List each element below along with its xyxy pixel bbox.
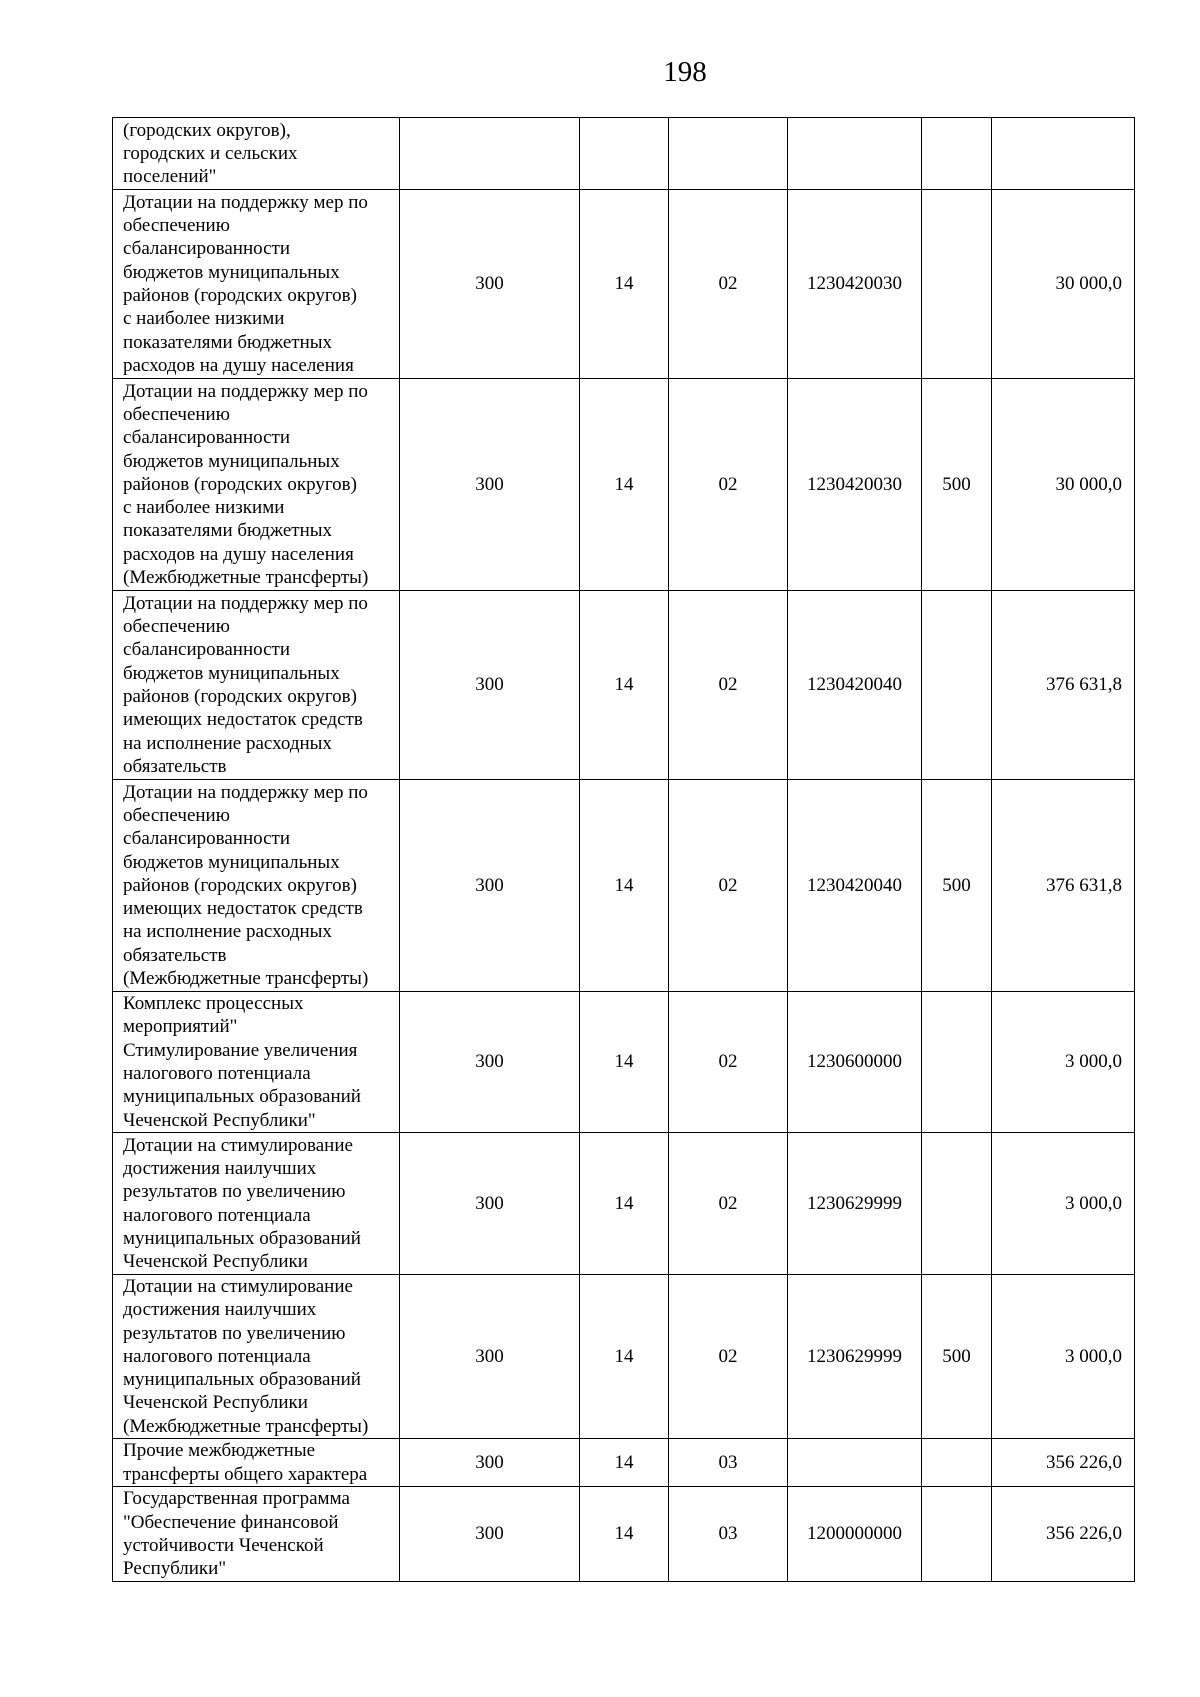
target-article-code: 1230600000 (788, 992, 922, 1133)
row-name-cell (113, 190, 400, 379)
ministry-code: 300 (400, 992, 580, 1133)
expense-type-code (922, 1439, 992, 1487)
row-name: Прочие межбюджетные трансферты общего характера (123, 1440, 368, 1485)
row-name: Дотации на поддержку мер по обеспечению сбалансированности бюджетов муниципальных районов (городских округов) имеющих недостаток средств на исполнение расходных обязательств (Межбюджетные трансферты) (123, 781, 369, 990)
target-article-code: 1230629999 (788, 1133, 922, 1275)
subsection-code: 03 (669, 1439, 788, 1487)
subsection-code: 02 (669, 379, 788, 591)
section-code: 14 (580, 1275, 669, 1439)
subsection-code: 02 (669, 992, 788, 1133)
row-name: Дотации на поддержку мер по обеспечению сбалансированности бюджетов муниципальных районов (городских округов) с наиболее низкими показателями бюджетных расходов на душу населения (Межбюджетные трансферты) (123, 380, 369, 589)
ministry-code: 300 (400, 379, 580, 591)
section-code: 14 (580, 1487, 669, 1582)
subsection-code: 02 (669, 780, 788, 992)
row-name-cell (113, 591, 400, 780)
table-row (113, 1275, 1135, 1439)
section-code: 14 (580, 1439, 669, 1487)
target-article-code: 1200000000 (788, 1487, 922, 1582)
table-row (113, 591, 1135, 780)
table-row (113, 992, 1135, 1133)
row-name: Дотации на поддержку мер по обеспечению сбалансированности бюджетов муниципальных районов (городских округов) имеющих недостаток средств на исполнение расходных обязательств (123, 592, 368, 777)
subsection-code: 02 (669, 1275, 788, 1439)
target-article-code (788, 1439, 922, 1487)
amount: 376 631,8 (992, 780, 1135, 992)
row-name: Комплекс процессных мероприятий" Стимулирование увеличения налогового потенциала муниципальных образований Чеченской Республики" (123, 993, 361, 1131)
row-name-cell (113, 379, 400, 591)
target-article-code (788, 118, 922, 190)
amount: 30 000,0 (992, 379, 1135, 591)
amount: 3 000,0 (992, 1275, 1135, 1439)
ministry-code: 300 (400, 1487, 580, 1582)
expense-type-code: 500 (922, 780, 992, 992)
row-name-cell (113, 992, 400, 1133)
amount (992, 118, 1135, 190)
section-code: 14 (580, 591, 669, 780)
table-row (113, 1487, 1135, 1582)
section-code: 14 (580, 1133, 669, 1275)
amount: 3 000,0 (992, 992, 1135, 1133)
row-name-cell (113, 780, 400, 992)
subsection-code: 02 (669, 591, 788, 780)
amount: 356 226,0 (992, 1439, 1135, 1487)
row-name-cell (113, 1439, 400, 1487)
table-row (113, 190, 1135, 379)
expense-type-code (922, 1133, 992, 1275)
target-article-code: 1230420030 (788, 379, 922, 591)
subsection-code (669, 118, 788, 190)
expense-type-code (922, 118, 992, 190)
ministry-code: 300 (400, 1439, 580, 1487)
ministry-code: 300 (400, 1133, 580, 1275)
row-name: Дотации на стимулирование достижения наилучших результатов по увеличению налогового потенциала муниципальных образований Чеченской Республики (Межбюджетные трансферты) (123, 1276, 369, 1437)
page-number: 198 (663, 56, 707, 88)
section-code (580, 118, 669, 190)
target-article-code: 1230420040 (788, 780, 922, 992)
target-article-code: 1230420030 (788, 190, 922, 379)
table-row (113, 118, 1135, 190)
target-article-code: 1230420040 (788, 591, 922, 780)
row-name-cell (113, 1133, 400, 1275)
amount: 3 000,0 (992, 1133, 1135, 1275)
row-name-cell (113, 118, 400, 190)
row-name: (городских округов), городских и сельских поселений" (123, 119, 298, 188)
subsection-code: 02 (669, 1133, 788, 1275)
target-article-code: 1230629999 (788, 1275, 922, 1439)
section-code: 14 (580, 992, 669, 1133)
subsection-code: 02 (669, 190, 788, 379)
table-row (113, 780, 1135, 992)
section-code: 14 (580, 379, 669, 591)
amount: 356 226,0 (992, 1487, 1135, 1582)
expense-type-code: 500 (922, 1275, 992, 1439)
section-code: 14 (580, 780, 669, 992)
row-name-cell (113, 1487, 400, 1582)
section-code: 14 (580, 190, 669, 379)
ministry-code: 300 (400, 591, 580, 780)
expense-type-code (922, 1487, 992, 1582)
subsection-code: 03 (669, 1487, 788, 1582)
ministry-code: 300 (400, 1275, 580, 1439)
row-name-cell (113, 1275, 400, 1439)
row-name: Дотации на поддержку мер по обеспечению сбалансированности бюджетов муниципальных районов (городских округов) с наиболее низкими показателями бюджетных расходов на душу населения (123, 191, 368, 376)
table-row (113, 1133, 1135, 1275)
amount: 30 000,0 (992, 190, 1135, 379)
budget-table (112, 117, 1135, 1582)
table-row (113, 1439, 1135, 1487)
row-name: Государственная программа "Обеспечение финансовой устойчивости Чеченской Республики" (123, 1488, 350, 1580)
row-name: Дотации на стимулирование достижения наилучших результатов по увеличению налогового потенциала муниципальных образований Чеченской Республики (123, 1134, 361, 1273)
expense-type-code (922, 190, 992, 379)
ministry-code: 300 (400, 780, 580, 992)
expense-type-code (922, 992, 992, 1133)
table-row (113, 379, 1135, 591)
ministry-code (400, 118, 580, 190)
amount: 376 631,8 (992, 591, 1135, 780)
expense-type-code: 500 (922, 379, 992, 591)
ministry-code: 300 (400, 190, 580, 379)
expense-type-code (922, 591, 992, 780)
